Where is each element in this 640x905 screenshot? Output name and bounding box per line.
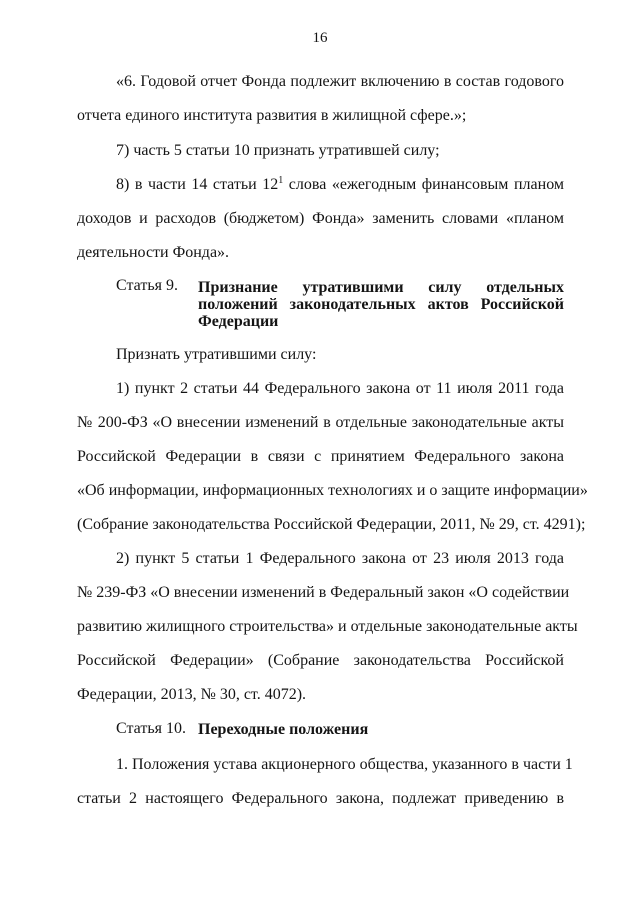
article-9-title: [198, 279, 564, 330]
article-9-item-1-line-5: (Собрание законодательства Российской Федерации, 2011, № 29, ст. 4291);: [77, 516, 586, 533]
article-9-title-line-2: положений законодательных актов Российской: [198, 296, 564, 313]
article-9-item-1-line-2: № 200-ФЗ «О внесении изменений в отдельные законодательные акты: [77, 414, 564, 431]
article-9-item-2-line-4: Российской Федерации» (Собрание законодательства Российской: [77, 652, 564, 669]
item-8-line-1-after: слова «ежегодным финансовым планом: [283, 176, 565, 193]
item-8-line-1-before: 8) в части 14 статьи 12: [116, 176, 279, 193]
article-9-item-1-line-1: 1) пункт 2 статьи 44 Федерального закона от 11 июля 2011 года: [116, 380, 564, 397]
article-10-title: Переходные положения: [198, 721, 369, 738]
article-10-item-1-line-2: статьи 2 настоящего Федерального закона, подлежат приведению в: [77, 790, 564, 807]
item-8-line-3: деятельности Фонда».: [77, 244, 230, 261]
page-number: 16: [312, 30, 328, 46]
article-9-label: Статья 9.: [116, 277, 178, 294]
article-9-title-line-1: Признание утратившими силу отдельных: [198, 279, 564, 296]
item-8-line-2: доходов и расходов (бюджетом) Фонда» заменить словами «планом: [77, 210, 564, 227]
article-9-intro: Признать утратившими силу:: [116, 346, 317, 363]
article-9-item-1-line-3: Российской Федерации в связи с принятием Федерального закона: [77, 448, 564, 465]
article-9-item-2-line-1: 2) пункт 5 статьи 1 Федерального закона от 23 июля 2013 года: [116, 550, 564, 567]
item-7: 7) часть 5 статьи 10 признать утратившей силу;: [116, 142, 440, 159]
article-9-item-2-line-3: развитию жилищного строительства» и отдельные законодательные акты: [77, 618, 578, 635]
article-10-label: Статья 10.: [116, 720, 186, 737]
item-8-line-1: [116, 174, 564, 196]
paragraph-6-line-1: «6. Годовой отчет Фонда подлежит включению в состав годового: [116, 73, 564, 90]
article-9-item-2-line-2: № 239-ФЗ «О внесении изменений в Федеральный закон «О содействии: [77, 584, 570, 601]
article-10-item-1-line-1: 1. Положения устава акционерного общества, указанного в части 1: [116, 756, 573, 773]
item-8-superscript: 1: [278, 175, 284, 186]
article-9-title-line-3: Федерации: [198, 313, 279, 330]
paragraph-6-line-2: отчета единого института развития в жилищной сфере.»;: [77, 107, 467, 124]
article-9-item-2-line-5: Федерации, 2013, № 30, ст. 4072).: [77, 686, 307, 703]
article-9-item-1-line-4: «Об информации, информационных технологиях и о защите информации»: [77, 482, 588, 499]
